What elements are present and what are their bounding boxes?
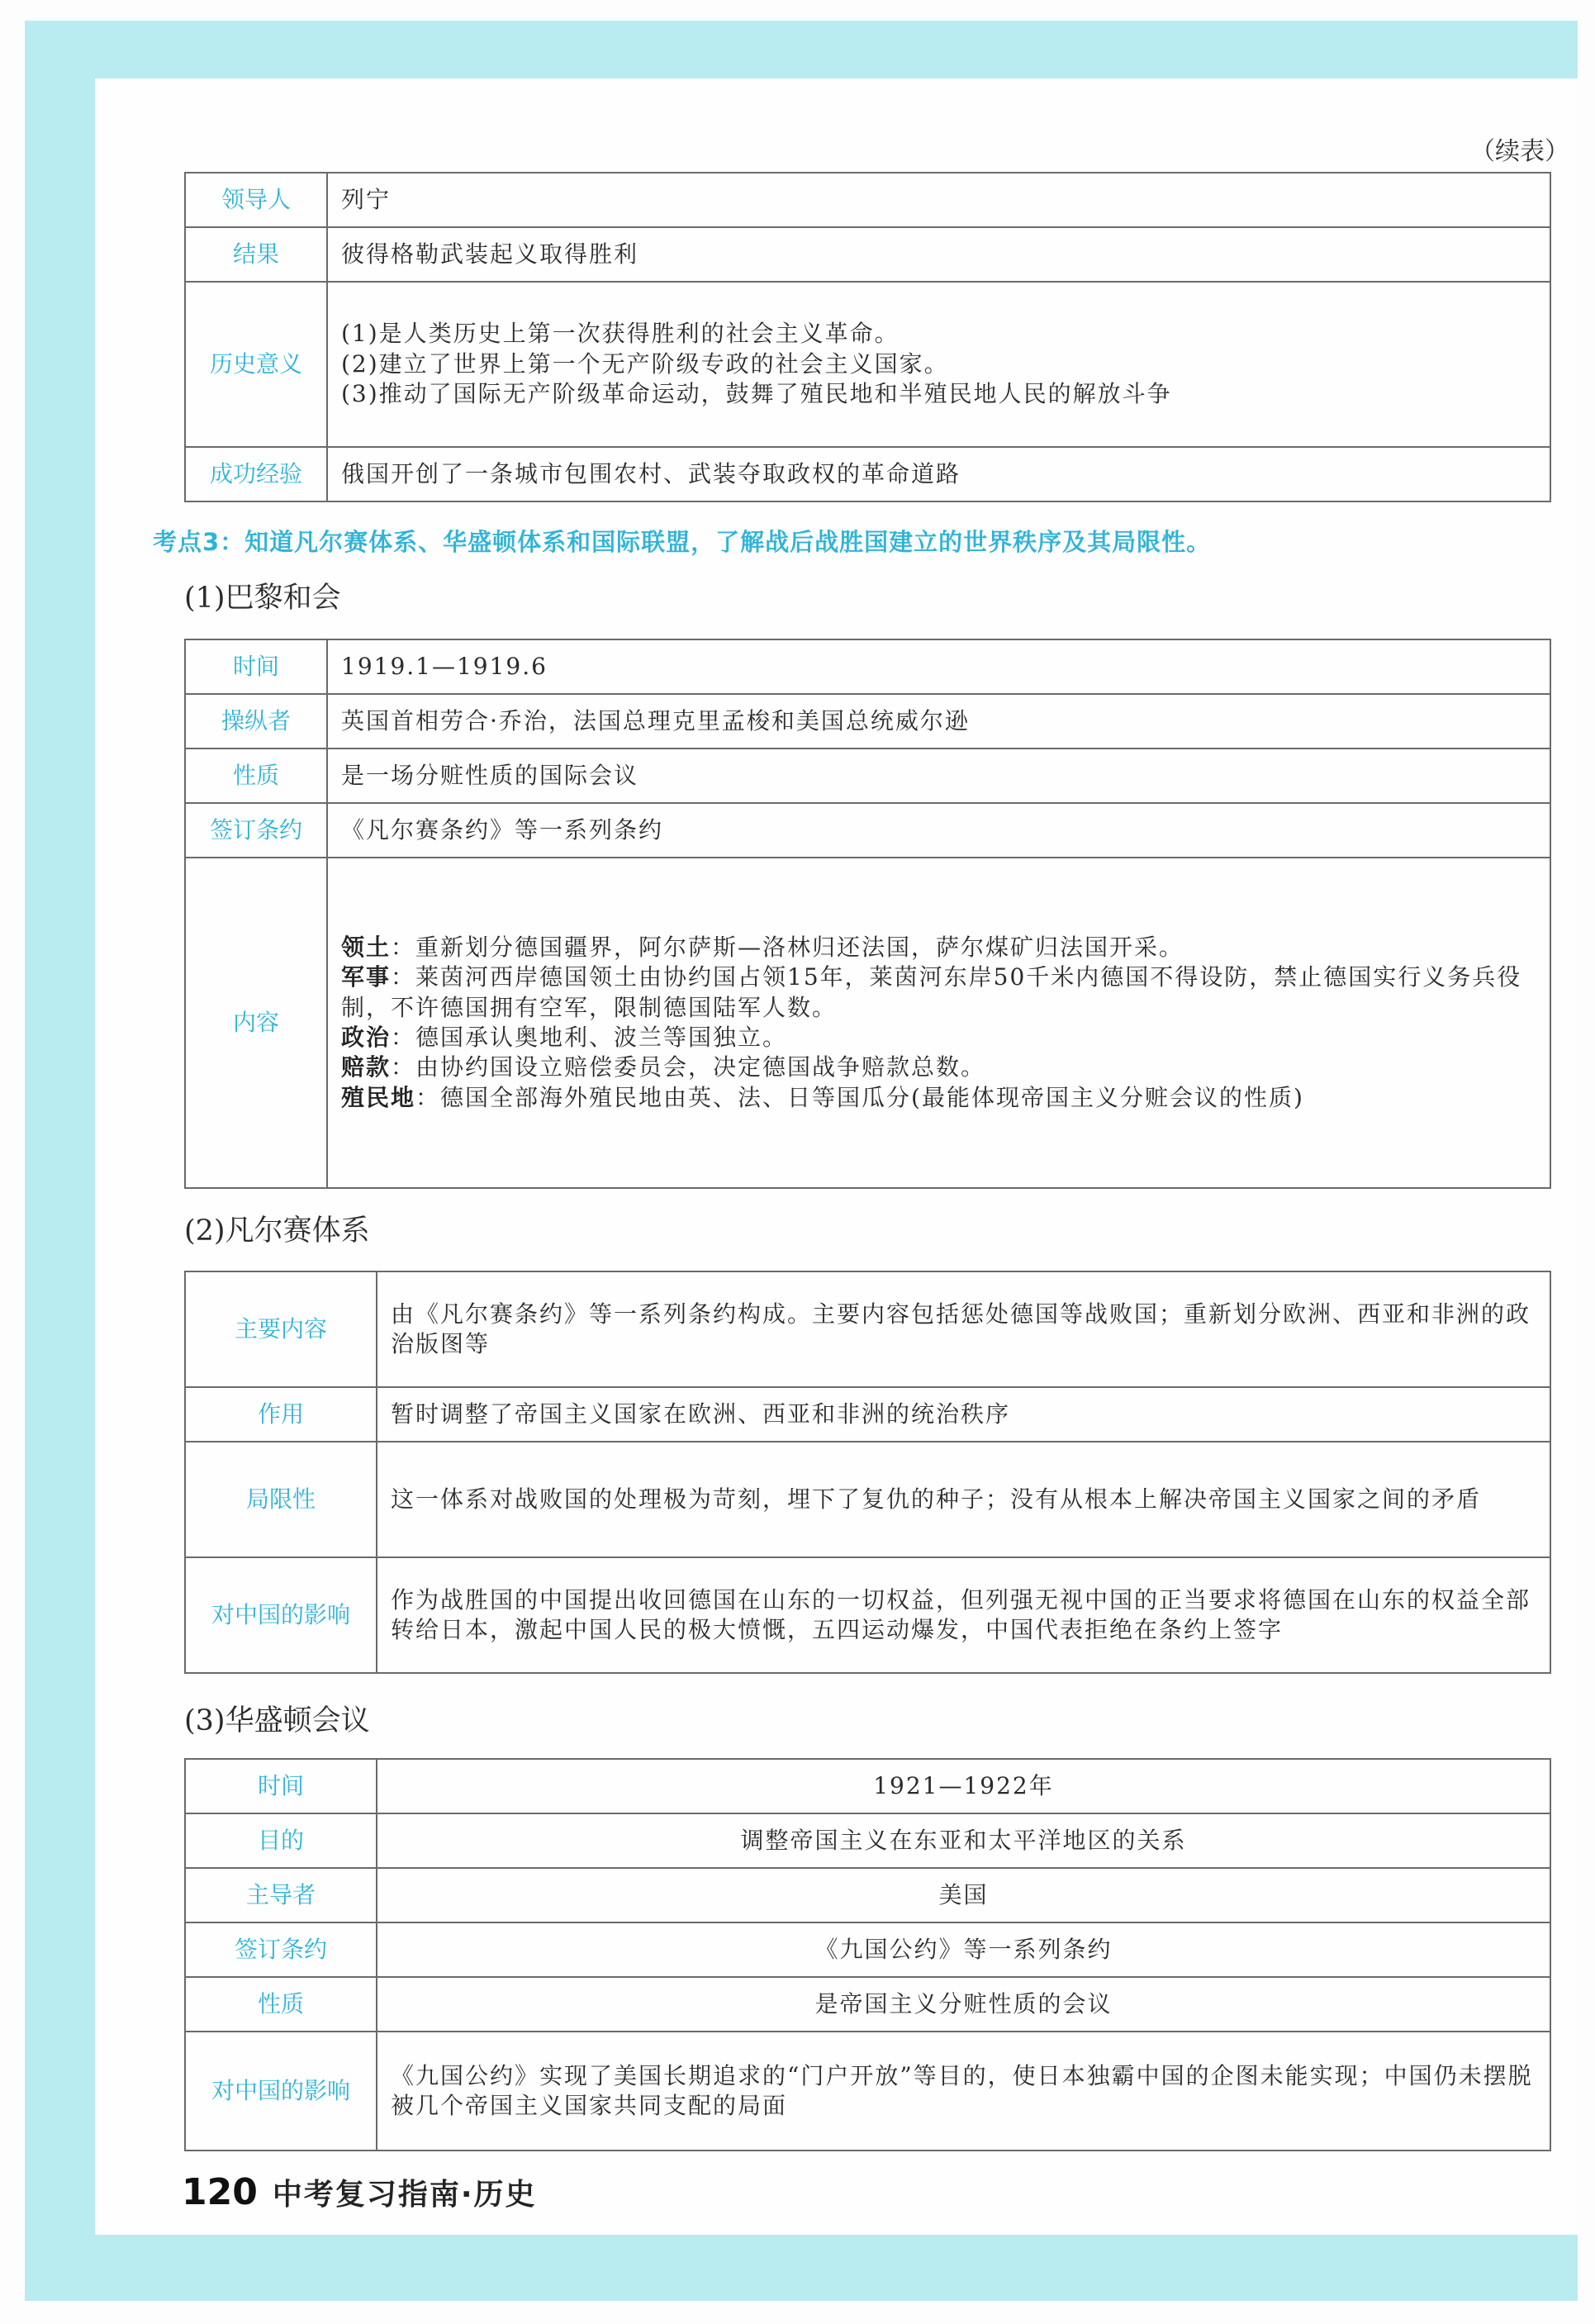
row-header: 对中国的影响: [185, 1557, 377, 1673]
bottom-cyan-band: [25, 2235, 1578, 2301]
continued-label: （续表）: [1470, 137, 1569, 166]
table-row: [185, 1271, 1550, 1387]
table-row: [185, 1977, 1550, 2032]
row-value: 1919.1—1919.6: [327, 639, 1550, 694]
row-header: 成功经验: [185, 447, 327, 501]
table-row: [185, 1557, 1550, 1673]
table-row: [185, 1442, 1550, 1557]
table-row: [185, 1759, 1550, 1813]
row-value: 《九国公约》实现了美国长期追求的“门户开放”等目的，使日本独霸中国的企图未能实现；中国仍未摆脱被几个帝国主义国家共同支配的局面: [377, 2032, 1550, 2151]
table-row: [185, 447, 1550, 501]
content-label: 领土: [341, 933, 392, 961]
page-footer: [182, 2171, 537, 2213]
row-header: 历史意义: [185, 282, 327, 447]
content-item: [341, 1053, 1536, 1082]
row-header: 性质: [185, 749, 327, 803]
row-header: 目的: [185, 1813, 377, 1868]
row-header: 内容: [185, 858, 327, 1188]
content-text: ：重新划分德国疆界，阿尔萨斯—洛林归还法国，萨尔煤矿归法国开采。: [391, 933, 1184, 961]
table-row: [185, 803, 1550, 858]
content-label: 赔款: [341, 1053, 392, 1081]
content-text: ：德国承认奥地利、波兰等国独立。: [391, 1024, 788, 1051]
table-revolution: [184, 172, 1551, 502]
exam-point-heading: 考点3：知道凡尔赛体系、华盛顿体系和国际联盟，了解战后战胜国建立的世界秩序及其局限性。: [153, 528, 1212, 556]
row-value: 英国首相劳合·乔治，法国总理克里孟梭和美国总统威尔逊: [327, 694, 1550, 749]
row-value: 美国: [377, 1868, 1550, 1922]
significance-line: (2)建立了世界上第一个无产阶级专政的社会主义国家。: [341, 349, 949, 378]
row-header: 主要内容: [185, 1271, 377, 1387]
row-header: 性质: [185, 1977, 377, 2032]
table-row: [185, 173, 1550, 227]
row-header: 结果: [185, 227, 327, 282]
row-value: 《九国公约》等一系列条约: [377, 1922, 1550, 1977]
table-row: [185, 282, 1550, 447]
row-header: 主导者: [185, 1868, 377, 1922]
row-value: 彼得格勒武装起义取得胜利: [327, 227, 1550, 282]
table-row: [185, 639, 1550, 694]
row-value: 1921—1922年: [377, 1759, 1550, 1813]
row-header: 时间: [185, 1759, 377, 1813]
table-row: [185, 749, 1550, 803]
row-header: 领导人: [185, 173, 327, 227]
row-value: 《凡尔赛条约》等一系列条约: [327, 803, 1550, 858]
row-value: [327, 282, 1550, 447]
content-item: [341, 1083, 1536, 1113]
row-header: 签订条约: [185, 803, 327, 858]
row-value: 这一体系对战败国的处理极为苛刻，埋下了复仇的种子；没有从根本上解决帝国主义国家之间的矛盾: [377, 1442, 1550, 1557]
section-title-washington: (3)华盛顿会议: [184, 1704, 370, 1737]
table-row: [185, 1922, 1550, 1977]
table-row: [185, 694, 1550, 749]
row-header: 操纵者: [185, 694, 327, 749]
row-header: 局限性: [185, 1442, 377, 1557]
left-cyan-band: [25, 21, 95, 2301]
table-row: [185, 1813, 1550, 1868]
row-value: 暂时调整了帝国主义国家在欧洲、西亚和非洲的统治秩序: [377, 1387, 1550, 1442]
content-label: 殖民地: [341, 1083, 416, 1111]
row-header: 签订条约: [185, 1922, 377, 1977]
table-row: [185, 858, 1550, 1188]
page-number: 120: [182, 2171, 258, 2213]
significance-line: (1)是人类历史上第一次获得胜利的社会主义革命。: [341, 320, 900, 348]
row-header: 对中国的影响: [185, 2032, 377, 2151]
row-value: 列宁: [327, 173, 1550, 227]
table-versailles-system: [184, 1271, 1551, 1674]
content-label: 政治: [341, 1024, 392, 1051]
content-item: [341, 962, 1536, 1023]
content-text: ：莱茵河西岸德国领土由协约国占领15年，莱茵河东岸50千米内德国不得设防，禁止德国实行义务兵役制，不许德国拥有空军，限制德国陆军人数。: [341, 963, 1522, 1021]
significance-line: (3)推动了国际无产阶级革命运动，鼓舞了殖民地和半殖民地人民的解放斗争: [341, 380, 1172, 408]
table-paris-conference: [184, 639, 1551, 1189]
row-value: 调整帝国主义在东亚和太平洋地区的关系: [377, 1813, 1550, 1868]
content-text: ：德国全部海外殖民地由英、法、日等国瓜分(最能体现帝国主义分赃会议的性质): [415, 1083, 1304, 1111]
row-value: 是帝国主义分赃性质的会议: [377, 1977, 1550, 2032]
table-row: [185, 1387, 1550, 1442]
content-item: [341, 1023, 1536, 1053]
row-header: 时间: [185, 639, 327, 694]
section-title-versailles: (2)凡尔赛体系: [184, 1214, 370, 1248]
table-washington-conference: [184, 1758, 1551, 2151]
row-header: 作用: [185, 1387, 377, 1442]
content-text: ：由协约国设立赔偿委员会，决定德国战争赔款总数。: [391, 1053, 986, 1081]
row-value: 俄国开创了一条城市包围农村、武装夺取政权的革命道路: [327, 447, 1550, 501]
content-label: 军事: [341, 963, 392, 991]
top-cyan-band: [25, 21, 1578, 87]
row-value: 作为战胜国的中国提出收回德国在山东的一切权益，但列强无视中国的正当要求将德国在山东的权益全部转给日本，激起中国人民的极大愤慨，五四运动爆发，中国代表拒绝在条约上签字: [377, 1557, 1550, 1673]
content-item: [341, 933, 1536, 962]
table-row: [185, 2032, 1550, 2151]
table-row: [185, 1868, 1550, 1922]
book-title: 中考复习指南·历史: [272, 2178, 537, 2212]
section-title-paris: (1)巴黎和会: [184, 582, 341, 615]
table-row: [185, 227, 1550, 282]
row-value: 由《凡尔赛条约》等一系列条约构成。主要内容包括惩处德国等战败国；重新划分欧洲、西亚和非洲的政治版图等: [377, 1271, 1550, 1387]
row-value: [327, 858, 1550, 1188]
row-value: 是一场分赃性质的国际会议: [327, 749, 1550, 803]
